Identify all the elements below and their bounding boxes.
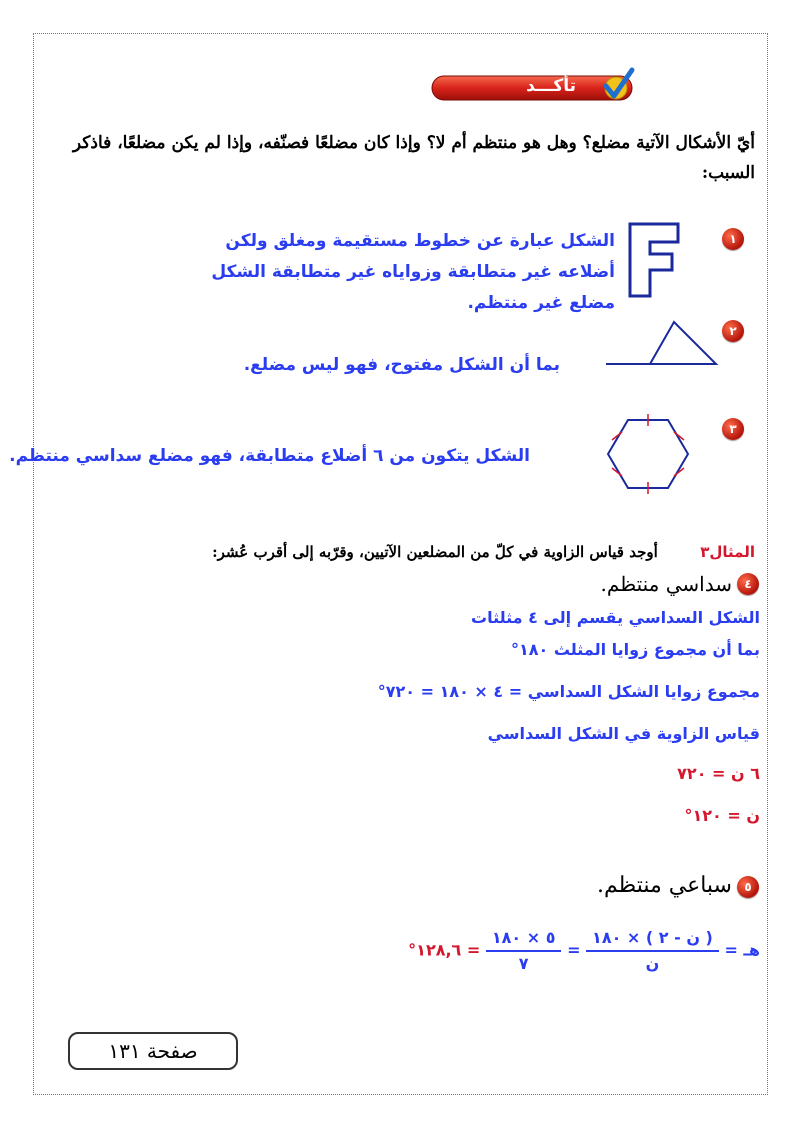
item-number-5: ٥	[737, 876, 759, 898]
f-shape-figure	[626, 220, 684, 300]
section-banner	[430, 72, 636, 104]
q4-line-1: الشكل السداسي يقسم إلى ٤ مثلثات	[470, 608, 760, 627]
banner-label: تأكـــد	[526, 76, 576, 96]
q4-title: سداسي منتظم.	[600, 572, 732, 596]
q5-equals-sign: =	[567, 940, 581, 960]
q5-title: سباعي منتظم.	[597, 873, 732, 898]
example-label: المثال٣	[700, 543, 755, 561]
open-triangle-figure	[604, 316, 724, 368]
item-answer-2: بما أن الشكل مفتوح، فهو ليس مضلع.	[243, 355, 560, 375]
item-answer-3: الشكل يتكون من ٦ أضلاع متطابقة، فهو مضلع سداسي منتظم.	[9, 446, 530, 466]
page-number-label: صفحة ١٣١	[68, 1032, 238, 1070]
q4-equation-1: ٦ ن = ٧٢٠	[677, 764, 760, 783]
example-instruction: أوجد قياس الزاوية في كلّ من المضلعين الآتيين، وقرّبه إلى أقرب عُشر:	[212, 543, 658, 561]
q5-frac1-numerator: ( ن - ٢ ) × ١٨٠	[586, 926, 719, 952]
item-answer-1: الشكل عبارة عن خطوط مستقيمة ومغلق ولكن أضلاعه غير متطابقة وزواياه غير متطابقة الشكل مضلع غير منتظم.	[211, 231, 615, 313]
q4-line-2: بما أن مجموع زوايا المثلث ١٨٠°	[510, 640, 760, 659]
item-number-4: ٤	[737, 573, 759, 595]
item-number-2: ٢	[722, 320, 744, 342]
item-number-1: ١	[722, 228, 744, 250]
q4-line-3: مجموع زوايا الشكل السداسي = ٤ × ١٨٠ = ٧٢٠°	[377, 682, 760, 701]
question-text: أيّ الأشكال الآتية مضلع؟ وهل هو منتظم أم لا؟ وإذا كان مضلعًا فصنّفه، وإذا لم يكن مضلعًا، فاذكر السبب:	[72, 133, 755, 183]
q5-fraction-1	[586, 926, 719, 976]
q5-result: = ١٢٨,٦°	[408, 940, 481, 960]
q4-line-4: قياس الزاوية في الشكل السداسي	[487, 724, 760, 743]
q5-fraction-2	[486, 926, 562, 976]
q5-formula	[60, 926, 760, 976]
q5-frac2-denominator: ٧	[518, 954, 529, 973]
q5-frac1-denominator: ن	[645, 954, 660, 973]
hexagon-figure	[606, 414, 690, 494]
q5-frac2-numerator: ٥ × ١٨٠	[486, 926, 562, 952]
example-row	[135, 538, 755, 566]
item-number-3: ٣	[722, 418, 744, 440]
q4-equation-2: ن = ١٢٠°	[684, 806, 760, 825]
checkmark-icon	[598, 66, 636, 104]
q5-lhs: هـ =	[724, 940, 760, 960]
